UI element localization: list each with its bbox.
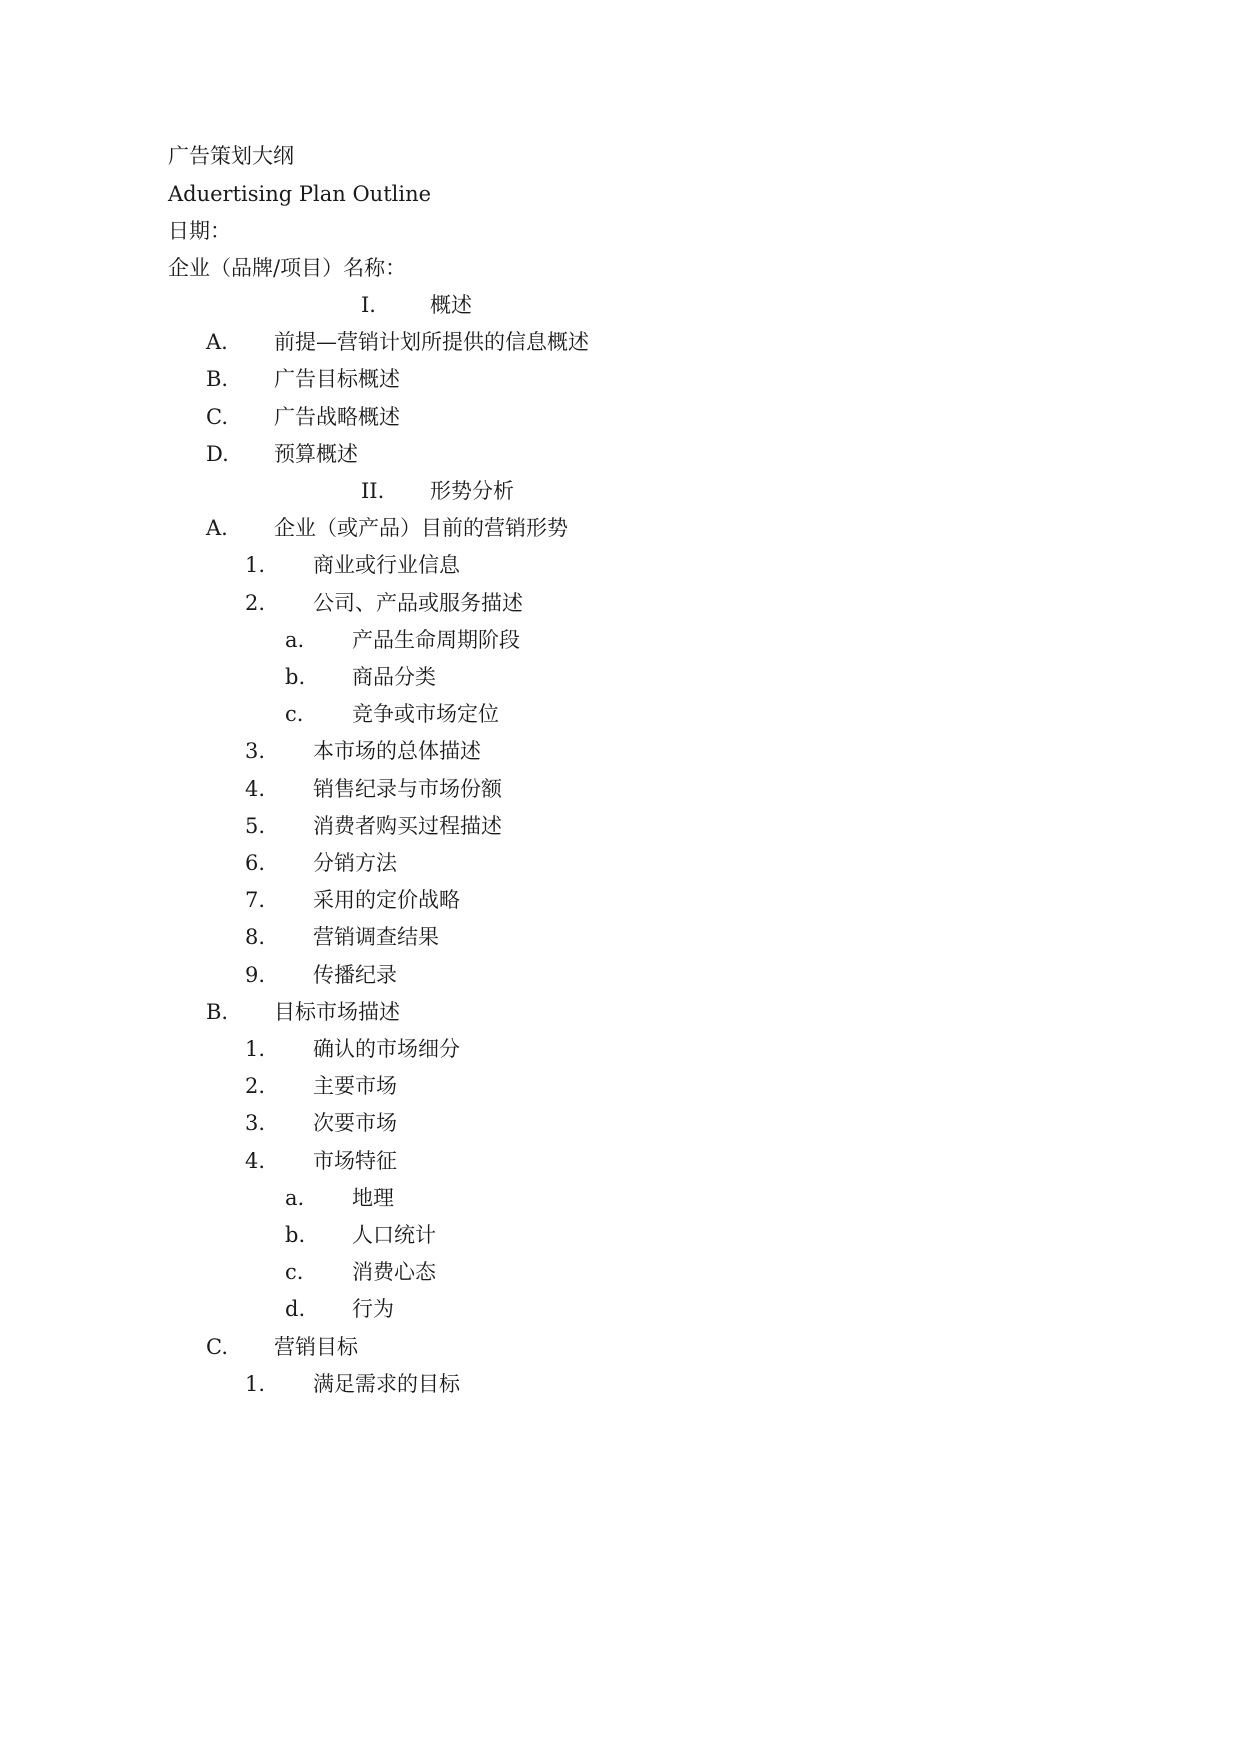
outline-item-title: 预算概述 — [274, 442, 358, 466]
outline-item-title: 广告目标概述 — [274, 367, 400, 391]
outline-subitem-title: 销售纪录与市场份额 — [313, 777, 502, 801]
outline-subsubitem-title: 地理 — [352, 1186, 394, 1210]
outline-subitem-marker: 9. — [245, 963, 266, 987]
outline-subitem-marker: 7. — [245, 888, 266, 912]
outline-subsubitem-marker: b. — [285, 1223, 306, 1247]
outline-subitem-title: 确认的市场细分 — [313, 1037, 460, 1061]
outline-subitem-marker: 2. — [245, 591, 266, 615]
company-name-label: 企业（品牌/项目）名称： — [168, 256, 407, 280]
outline-subsubitem-title: 竞争或市场定位 — [352, 702, 499, 726]
section-title: 形势分析 — [430, 479, 514, 503]
outline-item-title: 企业（或产品）目前的营销形势 — [274, 516, 568, 540]
outline-item-title: 前提—营销计划所提供的信息概述 — [274, 330, 589, 354]
outline-subitem-title: 消费者购买过程描述 — [313, 814, 502, 838]
outline-subitem-title: 本市场的总体描述 — [313, 739, 481, 763]
outline-subitem-title: 营销调查结果 — [313, 925, 439, 949]
outline-item-marker: B. — [206, 367, 229, 391]
outline-subsubitem-marker: a. — [285, 1186, 305, 1210]
outline-subsubitem-title: 消费心态 — [352, 1260, 436, 1284]
outline-item-marker: D. — [206, 442, 229, 466]
outline-subitem-marker: 4. — [245, 1149, 266, 1173]
outline-subitem-title: 采用的定价战略 — [313, 888, 460, 912]
outline-subitem-marker: 8. — [245, 925, 266, 949]
outline-subsubitem-title: 人口统计 — [352, 1223, 436, 1247]
outline-subitem-title: 公司、产品或服务描述 — [313, 591, 523, 615]
outline-subsubitem-marker: c. — [285, 1260, 304, 1284]
outline-subitem-title: 分销方法 — [313, 851, 397, 875]
document-title-cn: 广告策划大纲 — [168, 144, 294, 168]
outline-subsubitem-marker: a. — [285, 628, 305, 652]
outline-subitem-marker: 6. — [245, 851, 266, 875]
outline-subitem-title: 次要市场 — [313, 1111, 397, 1135]
outline-subitem-marker: 5. — [245, 814, 266, 838]
outline-item-title: 广告战略概述 — [274, 405, 400, 429]
outline-item-marker: B. — [206, 1000, 229, 1024]
outline-subsubitem-title: 商品分类 — [352, 665, 436, 689]
outline-subitem-title: 主要市场 — [313, 1074, 397, 1098]
outline-subitem-marker: 1. — [245, 1372, 266, 1396]
outline-subitem-title: 传播纪录 — [313, 963, 397, 987]
outline-subitem-marker: 1. — [245, 553, 266, 577]
outline-subsubitem-title: 产品生命周期阶段 — [352, 628, 520, 652]
section-marker: I. — [361, 293, 376, 317]
outline-subitem-marker: 4. — [245, 777, 266, 801]
outline-item-title: 目标市场描述 — [274, 1000, 400, 1024]
outline-subitem-title: 满足需求的目标 — [313, 1372, 460, 1396]
outline-subsubitem-marker: b. — [285, 665, 306, 689]
outline-subsubitem-marker: c. — [285, 702, 304, 726]
outline-subsubitem-title: 行为 — [352, 1297, 394, 1321]
section-marker: II. — [361, 479, 385, 503]
outline-subitem-title: 商业或行业信息 — [313, 553, 460, 577]
outline-subitem-marker: 3. — [245, 1111, 266, 1135]
section-title: 概述 — [430, 293, 472, 317]
outline-subitem-title: 市场特征 — [313, 1149, 397, 1173]
outline-item-marker: C. — [206, 405, 228, 429]
outline-subitem-marker: 2. — [245, 1074, 266, 1098]
outline-subsubitem-marker: d. — [285, 1297, 306, 1321]
outline-subitem-marker: 1. — [245, 1037, 266, 1061]
outline-item-marker: A. — [206, 516, 228, 540]
document-title-en: Aduertising Plan Outline — [168, 182, 432, 206]
outline-item-marker: C. — [206, 1335, 228, 1359]
outline-subitem-marker: 3. — [245, 739, 266, 763]
outline-item-title: 营销目标 — [274, 1335, 358, 1359]
date-label: 日期： — [168, 219, 231, 243]
outline-item-marker: A. — [206, 330, 228, 354]
